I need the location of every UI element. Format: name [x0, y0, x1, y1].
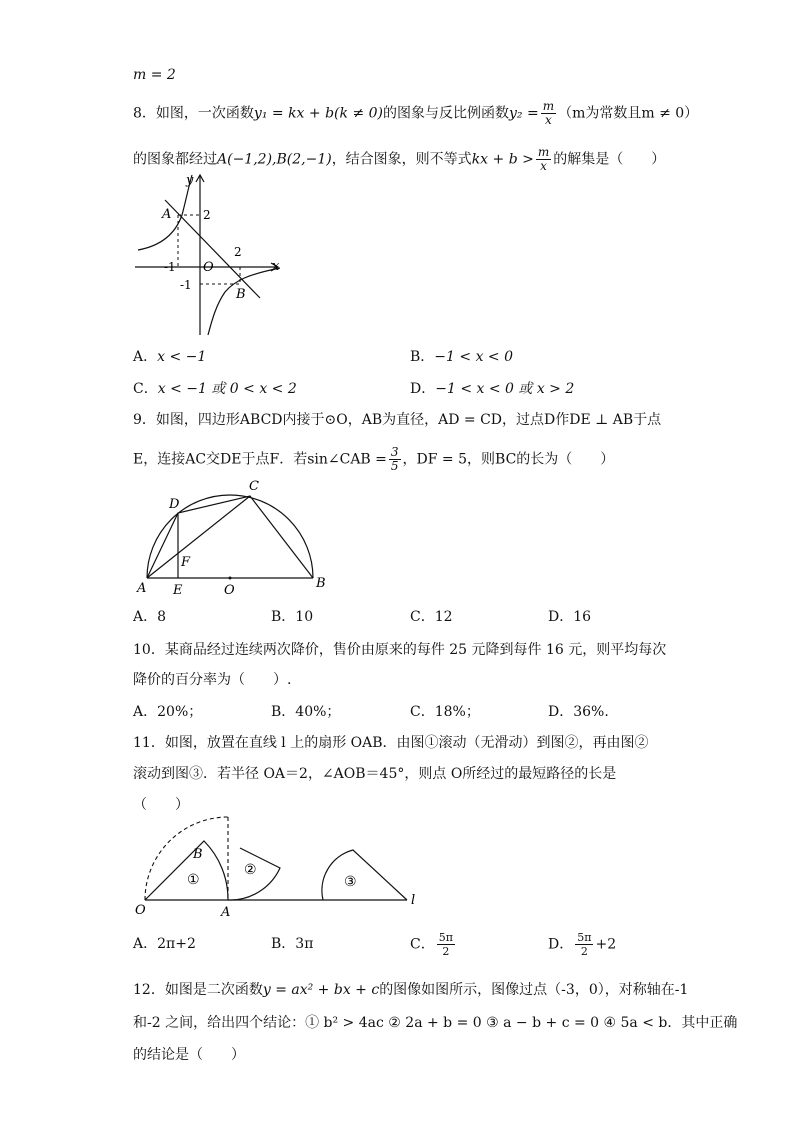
q8-fraction-m-over-x-2: $\frac{m}{x}$ [537, 145, 550, 173]
x-axis-label: x [272, 259, 280, 274]
tick-2-x: 2 [234, 245, 242, 259]
label-b: B [316, 576, 326, 591]
q11-option-a[interactable]: A．2π+2 [133, 936, 196, 952]
label-f: F [181, 555, 191, 570]
q12-text-b: 的图像如图所示，图像过点（-3，0），对称轴在-1 [379, 982, 689, 998]
q10-option-c[interactable]: C．18%； [410, 704, 480, 720]
label-circled-2: ② [244, 862, 257, 878]
tick-2-y: 2 [203, 208, 211, 222]
q8-text-e: ，结合图象，则不等式 [331, 151, 472, 168]
q8-option-b[interactable]: B．−1 < x < 0 [410, 349, 513, 365]
q8-linear-function: y₁ = kx + b(k ≠ 0) [253, 105, 383, 122]
q8-graph-figure [130, 170, 290, 340]
label-l: l [411, 893, 416, 908]
q10-stem-line1: 10．某商品经过连续两次降价，售价由原来的每件 25 元降到每件 16 元，则平均每次 [133, 642, 667, 658]
q11-option-b[interactable]: B．3π [271, 936, 314, 952]
q8-text-d: 的图象都经过 [133, 151, 217, 168]
label-a: A [221, 905, 231, 920]
q9-stem-line2 [133, 446, 614, 473]
q10-stem-line2: 降价的百分率为（ ）. [133, 672, 292, 688]
q12-stem-line2: 和-2 之间，给出四个结论：① b² > 4ac ② 2a + b = 0 ③ a − b + c = 0 ④ 5a < b．其中正确 [133, 1015, 738, 1031]
q11-option-c[interactable]: C． $\frac{5\pi}{2}$ [410, 931, 453, 958]
q9-option-d[interactable]: D．16 [548, 609, 592, 625]
q8-option-a[interactable]: A．x < −1 [133, 349, 207, 365]
label-o: O [224, 583, 235, 598]
label-d: D [169, 497, 180, 512]
point-a-label: A [162, 207, 172, 222]
point-b-label: B [236, 287, 246, 302]
label-circled-1: ① [187, 872, 200, 888]
sector-1 [145, 841, 228, 900]
label-c: C [249, 479, 259, 494]
tick-neg1-x: -1 [164, 260, 176, 274]
label-e: E [173, 583, 183, 598]
q8-points: A(−1,2),B(2,−1) [217, 151, 332, 168]
q8-text-b: 的图象与反比例函数 [383, 105, 509, 122]
center-point [229, 577, 232, 580]
q12-text-a: 12．如图是二次函数 [133, 982, 263, 998]
q10-option-a[interactable]: A．20%； [133, 704, 203, 720]
q8-text-c: （m为常数且m ≠ 0） [558, 105, 699, 122]
label-b: B [193, 847, 203, 862]
y-axis-label: y [186, 173, 194, 188]
label-circled-3: ③ [344, 874, 357, 890]
q8-text-f: 的解集是（ ） [553, 151, 666, 168]
q12-quadratic: y = ax² + bx + c [262, 982, 380, 998]
q8-option-c[interactable]: C．x < −1 或 0 < x < 2 [133, 381, 297, 397]
q8-stem-line2 [133, 146, 665, 173]
q10-option-b[interactable]: B．40%； [271, 704, 341, 720]
q12-stem-line1 [133, 981, 688, 999]
q8-text: 8．如图，一次函数 [133, 105, 254, 122]
q8-y2-lhs: y₂ = [509, 105, 539, 122]
q9-option-a[interactable]: A．8 [133, 609, 167, 625]
q11-stem-line3: （ ） [133, 797, 189, 813]
q11-stem-line1: 11．如图，放置在直线 l 上的扇形 OAB．由图①滚动（无滑动）到图②，再由图② [133, 735, 649, 751]
label-o: O [135, 903, 146, 918]
q8-option-d[interactable]: D．−1 < x < 0 或 x > 2 [410, 381, 575, 397]
q11-stem-line2: 滚动到图③．若半径 OA＝2，∠AOB＝45°，则点 O所经过的最短路径的长是 [133, 766, 617, 782]
origin-label: O [203, 260, 214, 275]
label-a: A [137, 581, 147, 596]
q11-option-d[interactable]: D． $\frac{5\pi}{2}$ +2 [548, 931, 617, 958]
q9-text-a: E，连接AC交DE于点F．若sin∠CAB = [133, 451, 387, 468]
q10-option-d[interactable]: D．36%. [548, 704, 609, 720]
q9-circle-figure [135, 478, 335, 598]
q9-option-c[interactable]: C．12 [410, 609, 453, 625]
sector-3 [322, 850, 407, 900]
q9-text-b: ，DF = 5，则BC的长为（ ） [402, 451, 615, 468]
q9-option-b[interactable]: B．10 [271, 609, 314, 625]
q8-stem-line1 [133, 100, 698, 127]
tick-neg1-y: -1 [180, 278, 192, 292]
q9-stem-line1: 9．如图，四边形ABCD内接于⊙O，AB为直径，AD = CD，过点D作DE ⊥ AB于点 [133, 412, 662, 428]
q8-fraction-m-over-x: $\frac{m}{x}$ [542, 99, 555, 127]
q11-sector-figure [135, 820, 425, 920]
q8-inequality: kx + b > [471, 151, 534, 168]
previous-answer-line: m = 2 [133, 67, 176, 83]
q9-fraction-3-5: $\frac{3}{5}$ [390, 445, 399, 473]
q12-stem-line3: 的结论是（ ） [133, 1047, 245, 1063]
